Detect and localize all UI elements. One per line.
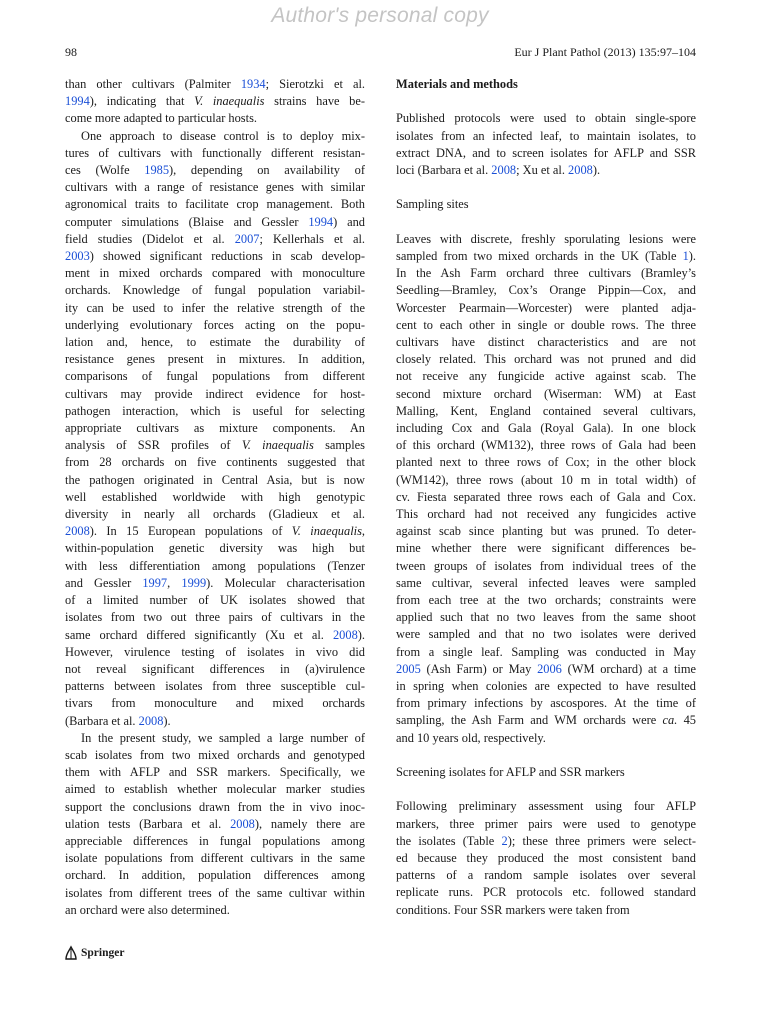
text-line: comparisons of fungal populations from different — [65, 369, 365, 384]
text-line: replicate runs. PCR protocols etc. followed standard — [396, 885, 696, 900]
text-line: them with AFLP and SSR markers. Specifically, we — [65, 765, 365, 780]
text-line: markers, three primer pairs were used to genotype — [396, 816, 696, 831]
text-line: 2008). In 15 European populations of V. inaequalis, — [65, 524, 366, 539]
text-line: 2003) showed significant reductions in scab develop- — [65, 249, 365, 264]
text-line: ulation tests (Barbara et al. 2008), namely there are — [65, 816, 365, 831]
text-line: One approach to disease control is to deploy mix- — [81, 128, 365, 143]
text-line: underlying evolutionary forces acting on the popu- — [65, 317, 365, 332]
body-paragraph — [65, 128, 365, 730]
text-line: (WM142), three rows (about 10 m in total width) of — [396, 472, 696, 487]
text-line: tures of cultivars with functionally different resistan- — [65, 145, 365, 160]
text-line: Seedling—Bramley, Cox’s Orange Pippin—Cox, and — [396, 283, 696, 298]
text-line: support the conclusions drawn from the in vivo inoc- — [65, 799, 365, 814]
text-line: orchard. In addition, population differences among — [65, 868, 365, 883]
text-line: sampling, the Ash Farm and WM orchards were ca. 45 — [396, 713, 696, 728]
text-line: with less differentiation among populations (Tenzer — [65, 558, 365, 573]
text-line: field studies (Didelot et al. 2007; Kellerhals et al. — [65, 231, 366, 246]
text-line: were sampled and that no two isolates were derived — [396, 627, 696, 642]
subheading-screening: Screening isolates for AFLP and SSR markers — [396, 765, 625, 780]
text-line: cultivars have distinct characteristics and are not — [396, 334, 696, 349]
text-line: from a single leaf. Sampling was conducted in May — [396, 644, 696, 659]
text-line: applied such that no two leaves from the same shoot — [396, 610, 696, 625]
text-line: (Barbara et al. 2008). — [65, 713, 171, 728]
text-line: tivars from monoculture and mixed orchards — [65, 696, 365, 711]
text-line: Worcester Pearmain—Worcester) were planted adja- — [396, 300, 696, 315]
text-line: Leaves with discrete, freshly sporulating lesions were — [396, 231, 696, 246]
text-line: loci (Barbara et al. 2008; Xu et al. 2008). — [396, 162, 601, 177]
springer-logo-icon — [64, 945, 78, 961]
text-line: conditions. Four SSR markers were taken from — [396, 902, 630, 917]
text-line: come more adapted to particular hosts. — [65, 111, 257, 126]
text-line: same orchard differed significantly (Xu et al. 2008). — [65, 627, 365, 642]
text-line: in spring when colonies are expected to have resulted — [396, 679, 696, 694]
section-heading-materials-methods: Materials and methods — [396, 77, 518, 91]
text-line: ed because they produced the most consistent band — [396, 851, 696, 866]
text-line: pathogen interaction, which is useful for selecting — [65, 403, 365, 418]
text-line: orchards. Knowledge of fungal population variabil- — [65, 283, 365, 298]
sampling-paragraph — [396, 231, 696, 747]
text-line: planted next to three rows of Cox; in the other block — [396, 455, 696, 470]
text-line: second mixture orchard (Wiserman: WM) at East — [396, 386, 696, 401]
text-line: from primary infections by ascospores. At the time of — [396, 696, 696, 711]
text-line: Malling, Kent, England contained several cultivars, — [396, 403, 696, 418]
text-line: ces (Wolfe 1985), depending on availability of — [65, 163, 365, 178]
text-line: computer simulations (Blaise and Gessler 1994) and — [65, 214, 365, 229]
text-line: mine whether there were significant differences be- — [396, 541, 696, 556]
text-line: isolate populations from different cultivars in the same — [65, 851, 365, 866]
text-line: In the present study, we sampled a large number of — [81, 730, 365, 745]
text-line: However, virulence testing of isolates in vivo did — [65, 644, 365, 659]
text-line: sampled from two mixed orchards in the UK (Table 1). — [396, 248, 696, 263]
text-line: the isolates (Table 2); these three primers were select- — [396, 833, 696, 848]
left-column — [65, 76, 365, 919]
text-line: diversity in nearly all orchards (Gladieux et al. — [65, 507, 365, 522]
text-line: of this orchard (WM132), three rows of Gala had been — [396, 438, 696, 453]
text-line: cv. Fiesta separated three rows each of Gala and Cox. — [396, 489, 696, 504]
text-line: the pathogen originated in Central Asia, but is now — [65, 472, 365, 487]
text-line: and 10 years old, respectively. — [396, 730, 546, 745]
text-line: ment in mixed orchards compared with monoculture — [65, 266, 365, 281]
text-line: cent to each other in single or double rows. The three — [396, 317, 696, 332]
body-paragraph — [65, 730, 365, 919]
text-line: well established worldwide with high genotypic — [65, 489, 365, 504]
text-line: In the Ash Farm orchard three cultivars (Bramley’s — [396, 266, 696, 281]
journal-citation: Eur J Plant Pathol (2013) 135:97–104 — [514, 45, 696, 59]
text-line: isolates from two out three pairs of cultivars in the — [65, 610, 365, 625]
text-line: extract DNA, and to screen isolates for AFLP and SSR — [396, 145, 696, 160]
text-line: cultivars may provide indirect evidence for host- — [65, 386, 365, 401]
text-line: isolates from different trees of the same cultivar within — [65, 885, 365, 900]
text-line: Following preliminary assessment using four AFLP — [396, 799, 696, 814]
text-line: closely related. This orchard was not pruned and did — [396, 352, 696, 367]
text-line: not reveal significant differences in (a)virulence — [65, 661, 365, 676]
text-line: agronomical traits to facilitate crop management. Both — [65, 197, 365, 212]
text-line: aimed to establish whether molecular marker studies — [65, 782, 365, 797]
text-line: of a limited number of UK isolates showed that — [65, 593, 365, 608]
text-line: ity can be used to infer the relative strength of the — [65, 300, 365, 315]
text-line: and Gessler 1997, 1999). Molecular characterisation — [65, 575, 366, 590]
text-line: analysis of SSR profiles of V. inaequalis samples — [65, 438, 365, 453]
methods-intro-paragraph — [396, 110, 696, 179]
text-line: tween groups of isolates from individual trees of the — [396, 558, 696, 573]
publisher-name: Springer — [81, 947, 125, 959]
text-line: including Cox and Gala (Royal Gala). In one block — [396, 420, 696, 435]
text-line: appropriate cultivars as mixture components. An — [65, 421, 365, 436]
text-line: resistance genes present in mixtures. In addition, — [65, 352, 365, 367]
running-head — [65, 45, 696, 61]
text-line: scab isolates from two mixed orchards and genotyped — [65, 747, 365, 762]
right-column — [396, 76, 696, 919]
subheading-sampling-sites: Sampling sites — [396, 197, 469, 212]
text-line: patterns of a random sample isolates over several — [396, 868, 696, 883]
text-line: within-population genetic diversity was high but — [65, 541, 365, 556]
watermark: Author's personal copy — [271, 4, 489, 27]
text-line: cultivars with a range of resistance genes with similar — [65, 180, 365, 195]
text-line: not receive any fungicide active against scab. The — [396, 369, 696, 384]
publisher-footer — [64, 944, 124, 962]
text-line: 2005 (Ash Farm) or May 2006 (WM orchard) at a time — [396, 661, 696, 676]
text-line: appreciable differences in fungal populations among — [65, 833, 365, 848]
text-line: from 28 orchards on five continents suggested that — [65, 455, 365, 470]
text-line: lation and, hence, to estimate the durability of — [65, 335, 365, 350]
text-line: patterns between isolates from three susceptible cul- — [65, 679, 365, 694]
text-line: isolates from an infected leaf, to maintain isolates, to — [396, 128, 696, 143]
text-line: Published protocols were used to obtain single-spore — [396, 111, 696, 126]
screening-paragraph — [396, 798, 696, 918]
page-number: 98 — [65, 45, 77, 59]
text-line: than other cultivars (Palmiter 1934; Sierotzki et al. — [65, 77, 365, 91]
text-line: same cultivar, several infected leaves were sampled — [396, 575, 696, 590]
text-line: from each tree at the two orchards; constraints were — [396, 593, 696, 608]
text-line: This orchard had not received any fungicides active — [396, 507, 696, 521]
text-line: against scab since planting but was pruned. To deter- — [396, 524, 696, 539]
text-line: an orchard were also determined. — [65, 902, 230, 917]
body-paragraph — [65, 76, 365, 128]
text-line: 1994), indicating that V. inaequalis strains have be- — [65, 94, 365, 109]
